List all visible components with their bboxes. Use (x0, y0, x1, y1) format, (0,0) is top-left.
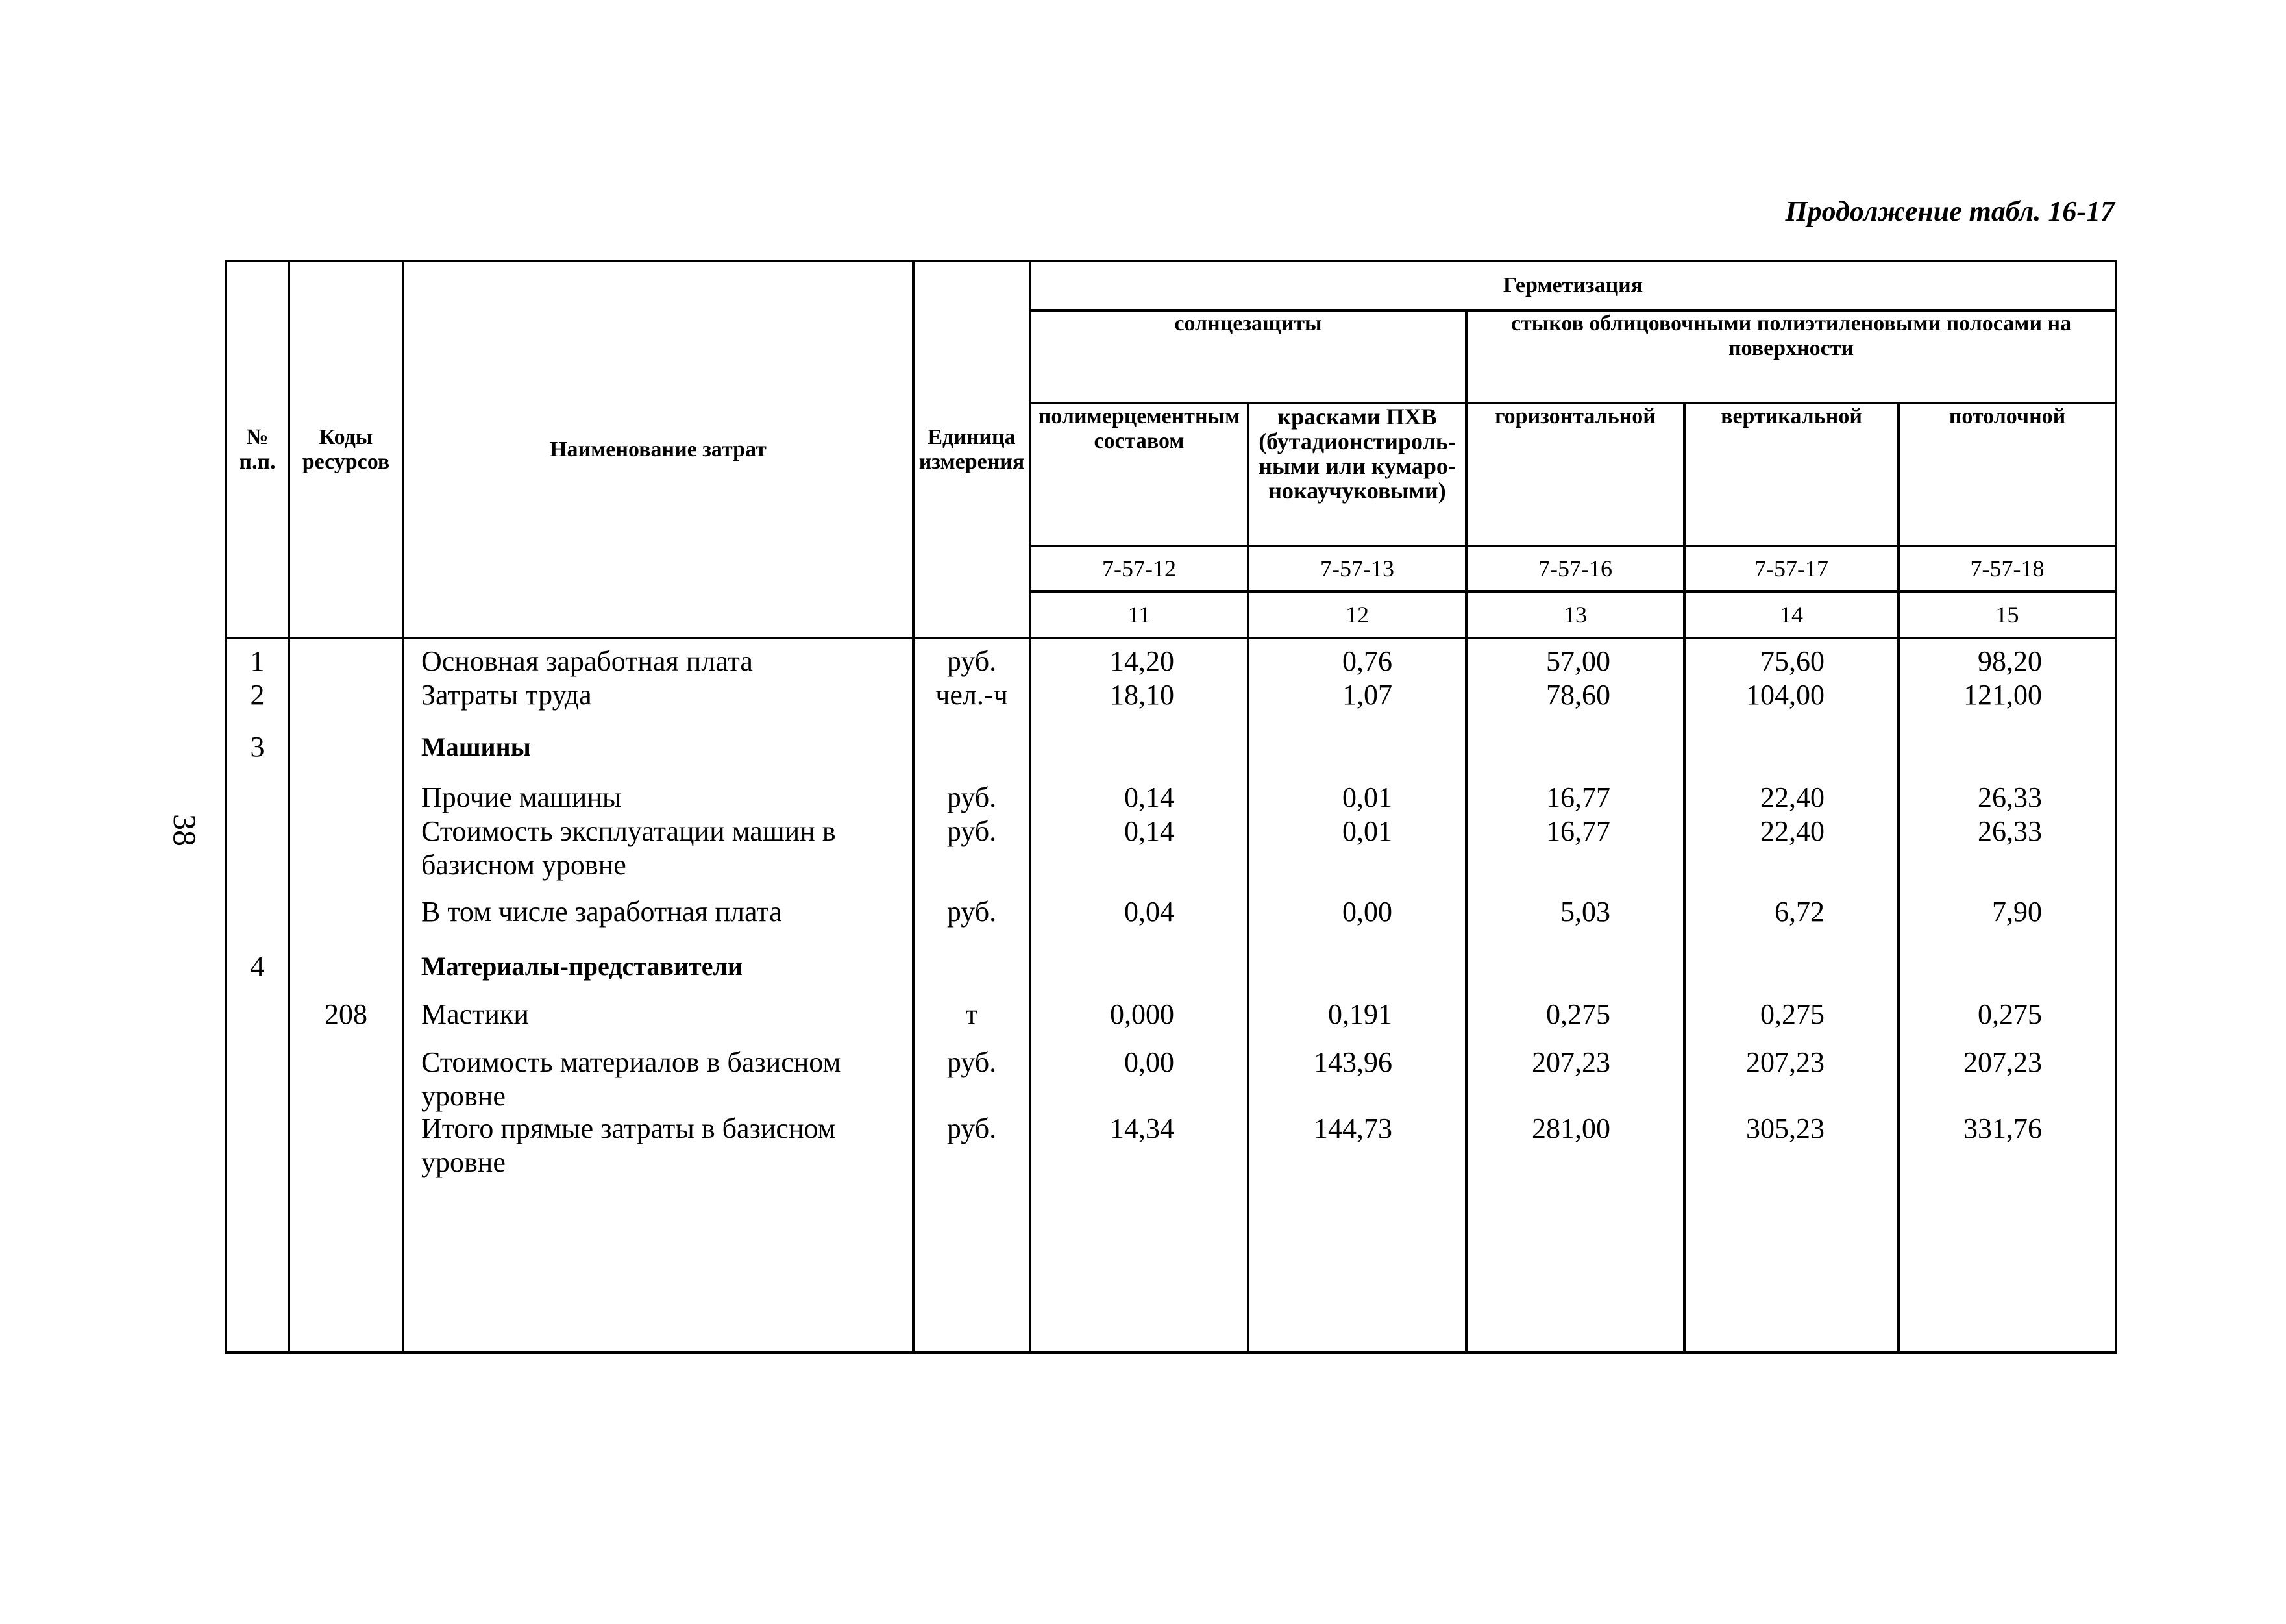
row-number: 3 (250, 731, 265, 763)
header-col-num: 11 (1030, 591, 1248, 638)
row-value: 0,000 (1110, 998, 1174, 1030)
row-value: 26,33 (1978, 815, 2043, 847)
row-name: Основная заработная плата (421, 645, 753, 677)
body-col-code (289, 638, 403, 1353)
row-value: 0,191 (1328, 998, 1392, 1030)
row-value: 0,00 (1342, 896, 1392, 928)
body-col-v3 (1684, 638, 1899, 1353)
row-value: 1,07 (1342, 679, 1392, 711)
row-value: 0,14 (1124, 781, 1174, 813)
table-caption: Продолжение табл. 16-17 (1785, 195, 2115, 227)
row-value: 144,73 (1314, 1113, 1392, 1144)
header-col-code: 7-57-13 (1248, 546, 1466, 591)
header-col-label: вертикальной (1684, 403, 1899, 546)
row-value: 0,275 (1546, 998, 1610, 1030)
row-value: 331,76 (1963, 1113, 2043, 1144)
row-unit: чел.-ч (935, 679, 1008, 711)
row-number: 2 (250, 679, 265, 711)
body-col-v1 (1248, 638, 1466, 1353)
row-value: 0,14 (1124, 815, 1174, 847)
row-value: 121,00 (1963, 679, 2043, 711)
row-name: В том числе заработная плата (421, 896, 782, 928)
row-value: 0,275 (1760, 998, 1825, 1030)
header-name: Наименование затрат (403, 261, 913, 638)
header-col-code: 7-57-12 (1030, 546, 1248, 591)
header-col-label: красками ПХВ (бутадионстироль-ными или кумаро-нокаучуковыми) (1248, 403, 1466, 546)
header-col-code: 7-57-18 (1899, 546, 2116, 591)
row-unit: руб. (946, 645, 997, 677)
row-value: 0,01 (1342, 781, 1392, 813)
row-value: 18,10 (1110, 679, 1174, 711)
row-unit: руб. (946, 1113, 997, 1144)
row-value: 16,77 (1546, 781, 1610, 813)
row-value: 26,33 (1978, 781, 2043, 813)
row-value: 0,01 (1342, 815, 1392, 847)
cost-table (225, 260, 2117, 1354)
row-value: 75,60 (1760, 645, 1825, 677)
row-name: Стоимость материалов в базисном уровне (421, 1046, 841, 1112)
row-value: 16,77 (1546, 815, 1610, 847)
row-value: 78,60 (1546, 679, 1610, 711)
body-col-name (403, 638, 913, 1353)
row-value: 0,04 (1124, 896, 1174, 928)
row-value: 98,20 (1978, 645, 2043, 677)
body-col-v4 (1899, 638, 2116, 1353)
row-value: 5,03 (1560, 896, 1610, 928)
row-unit: т (965, 998, 978, 1030)
row-value: 7,90 (1992, 896, 2043, 928)
row-value: 104,00 (1746, 679, 1825, 711)
row-value: 22,40 (1760, 781, 1825, 813)
page-number: 38 (167, 814, 203, 846)
header-no: № п.п. (226, 261, 289, 638)
body-col-unit (913, 638, 1030, 1353)
row-name: Прочие машины (421, 781, 622, 813)
header-col-code: 7-57-16 (1466, 546, 1684, 591)
row-value: 14,20 (1110, 645, 1174, 677)
row-unit: руб. (946, 1046, 997, 1078)
row-resource-code: 208 (325, 998, 367, 1030)
row-value: 22,40 (1760, 815, 1825, 847)
row-value: 207,23 (1746, 1046, 1825, 1078)
header-unit: Единица измерения (913, 261, 1030, 638)
body-col-v0 (1030, 638, 1248, 1353)
header-col-num: 14 (1684, 591, 1899, 638)
row-name: Затраты труда (421, 679, 592, 711)
row-value: 207,23 (1532, 1046, 1610, 1078)
header-col-num: 13 (1466, 591, 1684, 638)
section-heading: Материалы-представители (421, 952, 743, 981)
header-col-label: горизонтальной (1466, 403, 1684, 546)
row-name: Стоимость эксплуатации машин в базисном уровне (421, 815, 836, 881)
row-value: 14,34 (1110, 1113, 1174, 1144)
row-number: 4 (250, 950, 265, 982)
row-value: 57,00 (1546, 645, 1610, 677)
body-col-v2 (1466, 638, 1684, 1353)
header-codes: Коды ресурсов (289, 261, 403, 638)
row-value: 305,23 (1746, 1113, 1825, 1144)
row-value: 207,23 (1963, 1046, 2043, 1078)
header-col-label: потолочной (1899, 403, 2116, 546)
row-name: Мастики (421, 998, 529, 1030)
section-heading: Машины (421, 732, 531, 761)
row-unit: руб. (946, 896, 997, 928)
row-value: 143,96 (1314, 1046, 1392, 1078)
row-number: 1 (250, 645, 265, 677)
row-name: Итого прямые затраты в базисном уровне (421, 1113, 836, 1178)
header-col-code: 7-57-17 (1684, 546, 1899, 591)
header-col-num: 15 (1899, 591, 2116, 638)
header-joints: стыков облицовочными полиэтиленовыми полосами на поверхности (1466, 310, 2116, 403)
row-unit: руб. (946, 815, 997, 847)
header-group: Герметизация (1030, 261, 2116, 310)
row-value: 6,72 (1775, 896, 1825, 928)
row-unit: руб. (946, 781, 997, 813)
header-col-label: полимерцементным составом (1030, 403, 1248, 546)
body-col-no (226, 638, 289, 1353)
header-col-num: 12 (1248, 591, 1466, 638)
row-value: 281,00 (1532, 1113, 1610, 1144)
row-value: 0,00 (1124, 1046, 1174, 1078)
row-value: 0,275 (1978, 998, 2043, 1030)
row-value: 0,76 (1342, 645, 1392, 677)
header-sun-protection: солнцезащиты (1030, 310, 1466, 403)
